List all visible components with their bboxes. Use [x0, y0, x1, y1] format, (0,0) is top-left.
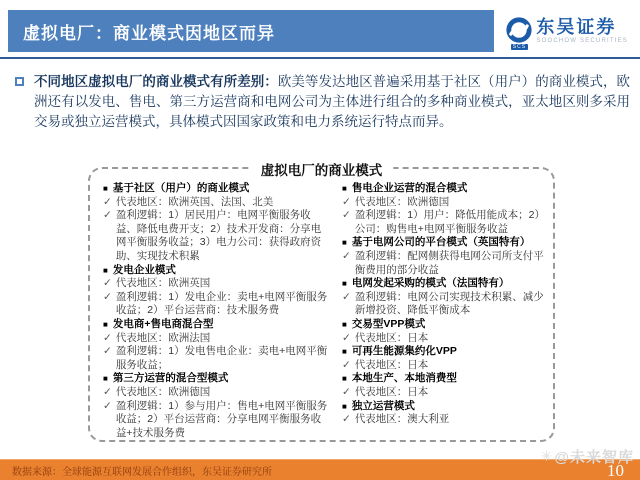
- model-item-detail-row: [342, 196, 547, 210]
- square-bullet-icon: ■: [342, 238, 347, 248]
- square-bullet-icon: ■: [342, 279, 347, 289]
- model-item-detail: 代表地区：日本: [354, 331, 429, 344]
- model-item: [342, 182, 547, 236]
- model-item-heading: 发电商+售电商混合型: [112, 317, 214, 330]
- model-item-detail-row: [342, 332, 547, 346]
- model-item-detail: 盈利逻辑：1）用户：降低用能成本；2）公司：购售电+电网平衡服务收益: [354, 209, 545, 235]
- model-item-detail-row: [103, 291, 329, 318]
- summary-lead: 不同地区虚拟电厂的商业模式有所差别：: [34, 74, 278, 89]
- square-bullet-icon: ■: [342, 347, 347, 357]
- square-bullet-icon: ■: [342, 374, 347, 384]
- logo-icon-column: [506, 17, 532, 50]
- box-columns: [90, 169, 553, 446]
- check-bullet-icon: ✓: [103, 385, 112, 398]
- check-bullet-icon: ✓: [342, 209, 351, 222]
- model-item-detail: 代表地区：欧洲英国: [115, 277, 211, 290]
- model-item: [342, 345, 547, 372]
- check-bullet-icon: ✓: [103, 290, 112, 303]
- check-bullet-icon: ✓: [103, 345, 112, 358]
- check-bullet-icon: ✓: [103, 195, 112, 208]
- check-bullet-icon: ✓: [342, 413, 351, 426]
- model-item-heading: 基于电网公司的平台模式（英国特有）: [351, 236, 531, 249]
- square-bullet-icon: ■: [103, 319, 108, 329]
- model-item-heading-row: [103, 264, 329, 278]
- business-model-box: [88, 163, 555, 442]
- model-column-left: [103, 182, 329, 440]
- page-title: 虚拟电厂：商业模式因地区而异: [23, 23, 275, 43]
- model-item-heading-row: [103, 318, 329, 332]
- check-bullet-icon: ✓: [342, 290, 351, 303]
- model-item-heading: 基于社区（用户）的商业模式: [112, 182, 250, 194]
- square-bullet-icon: ■: [103, 374, 108, 384]
- model-item-heading-row: [103, 182, 329, 196]
- model-item-detail: 盈利逻辑：1）发电企业：卖电+电网平衡服务收益；2）平台运营商：技术服务费: [115, 290, 328, 317]
- logo-name-en: SOOCHOW SECURITIES: [536, 38, 628, 44]
- model-item-detail-row: [103, 209, 329, 263]
- logo-abbr: SCS: [512, 44, 527, 50]
- logo-text-column: [536, 17, 628, 45]
- model-item-heading-row: [342, 236, 547, 250]
- soochow-ring-icon: [506, 17, 532, 43]
- model-item-heading: 交易型VPP模式: [351, 317, 426, 330]
- model-column-right: [342, 182, 547, 440]
- square-bullet-icon: ■: [103, 265, 108, 275]
- model-item-detail-row: [342, 291, 547, 318]
- company-logo: [506, 17, 628, 50]
- logo-name-cn: 东吴证券: [536, 17, 617, 37]
- model-item-detail: 盈利逻辑：电网公司实现技术积累、减少新增投资、降低平衡成本: [354, 290, 544, 317]
- box-title: 虚拟电厂的商业模式: [250, 159, 394, 179]
- model-item-detail: 盈利逻辑：配网侧获得电网公司所支付平衡费用的部分收益: [354, 249, 544, 276]
- check-bullet-icon: ✓: [103, 277, 112, 290]
- check-bullet-icon: ✓: [103, 209, 112, 222]
- model-item: [103, 264, 329, 318]
- model-item-detail-row: [342, 209, 547, 236]
- model-item-heading-row: [103, 372, 329, 386]
- model-item-heading-row: [342, 400, 547, 414]
- model-item-detail: 代表地区：日本: [354, 358, 429, 371]
- model-item-detail: 盈利逻辑：1）参与用户：售电+电网平衡服务收益；2）平台运营商：分享电网平衡服务收益+技术服务费: [115, 399, 328, 439]
- check-bullet-icon: ✓: [342, 249, 351, 262]
- square-bullet-icon: ■: [342, 401, 347, 411]
- model-item-detail-row: [103, 332, 329, 346]
- model-item-detail-row: [103, 386, 329, 400]
- model-item-heading: 发电企业模式: [112, 263, 176, 276]
- model-item: [103, 318, 329, 372]
- footer-bar: [0, 459, 640, 480]
- model-item-detail: 代表地区：欧洲法国: [115, 331, 211, 344]
- header-bar: [8, 10, 494, 52]
- model-item-heading: 第三方运营的混合型模式: [112, 372, 229, 385]
- model-item-detail: 代表地区：欧洲英国、法国、北美: [115, 195, 274, 208]
- square-bullet-icon: [15, 77, 24, 86]
- model-item-heading: 独立运营模式: [351, 399, 415, 412]
- page-number: 10: [607, 460, 624, 480]
- summary-body: 欧美等发达地区普遍采用基于社区（用户）的商业模式，欧洲还有以发电、售电、第三方运营商和电网公司为主体进行组合的多种商业模式，亚太地区则多采用交易或独立运营模式，具体模式因国家政策和电力系统运行特点而异。: [34, 74, 631, 129]
- model-item-heading-row: [342, 182, 547, 196]
- square-bullet-icon: ■: [342, 319, 347, 329]
- model-item-heading-row: [342, 372, 547, 386]
- model-item-detail-row: [103, 277, 329, 291]
- square-bullet-icon: ■: [342, 184, 347, 193]
- check-bullet-icon: ✓: [103, 399, 112, 412]
- model-item: [103, 182, 329, 264]
- model-item-heading: 可再生能源集约化VPP: [351, 345, 457, 358]
- model-item-detail-row: [103, 196, 329, 210]
- model-item-heading-row: [342, 345, 547, 359]
- model-item-detail: 盈利逻辑：1）居民用户：电网平衡服务收益、降低电费开支；2）技术开发商：分享电网平衡服务收益；3）电力公司：获得政府资助、实现技术积累: [115, 209, 322, 262]
- model-item-detail-row: [342, 386, 547, 400]
- header-divider-line: [0, 57, 640, 59]
- check-bullet-icon: ✓: [342, 331, 351, 344]
- model-item: [103, 372, 329, 440]
- model-item-heading-row: [342, 318, 547, 332]
- model-item-detail-row: [342, 413, 547, 427]
- model-item: [342, 318, 547, 345]
- check-bullet-icon: ✓: [103, 331, 112, 344]
- model-item-heading: 售电企业运营的混合模式: [351, 182, 468, 194]
- check-bullet-icon: ✓: [342, 358, 351, 371]
- model-item-detail: 代表地区：欧洲德国: [115, 385, 211, 398]
- data-source-text: 数据来源：全球能源互联网发展合作组织，东吴证券研究所: [12, 466, 272, 478]
- watermark-text: @未来智库: [554, 449, 634, 466]
- model-item-detail-row: [342, 250, 547, 277]
- model-item: [342, 277, 547, 318]
- model-item-heading: 本地生产、本地消费型: [351, 372, 457, 385]
- model-item-detail: 代表地区：日本: [354, 385, 429, 398]
- summary-paragraph: [14, 72, 630, 132]
- square-bullet-icon: ■: [103, 184, 108, 193]
- model-item-detail-row: [103, 345, 329, 372]
- model-item: [342, 400, 547, 427]
- model-item-heading: 电网发起采购的模式（法国特有）: [351, 277, 510, 290]
- model-item-detail: 代表地区：欧洲德国: [354, 195, 450, 208]
- model-item-detail: 代表地区：澳大利亚: [354, 413, 450, 426]
- check-bullet-icon: ✓: [342, 385, 351, 398]
- watermark-logo-icon: ✳: [540, 448, 554, 464]
- model-item-detail-row: [103, 400, 329, 441]
- model-item: [342, 372, 547, 399]
- check-bullet-icon: ✓: [342, 195, 351, 208]
- model-item-detail-row: [342, 359, 547, 373]
- model-item-heading-row: [342, 277, 547, 291]
- model-item-detail: 盈利逻辑：1）发电售电企业：卖电+电网平衡服务收益；: [115, 345, 328, 371]
- model-item: [342, 236, 547, 277]
